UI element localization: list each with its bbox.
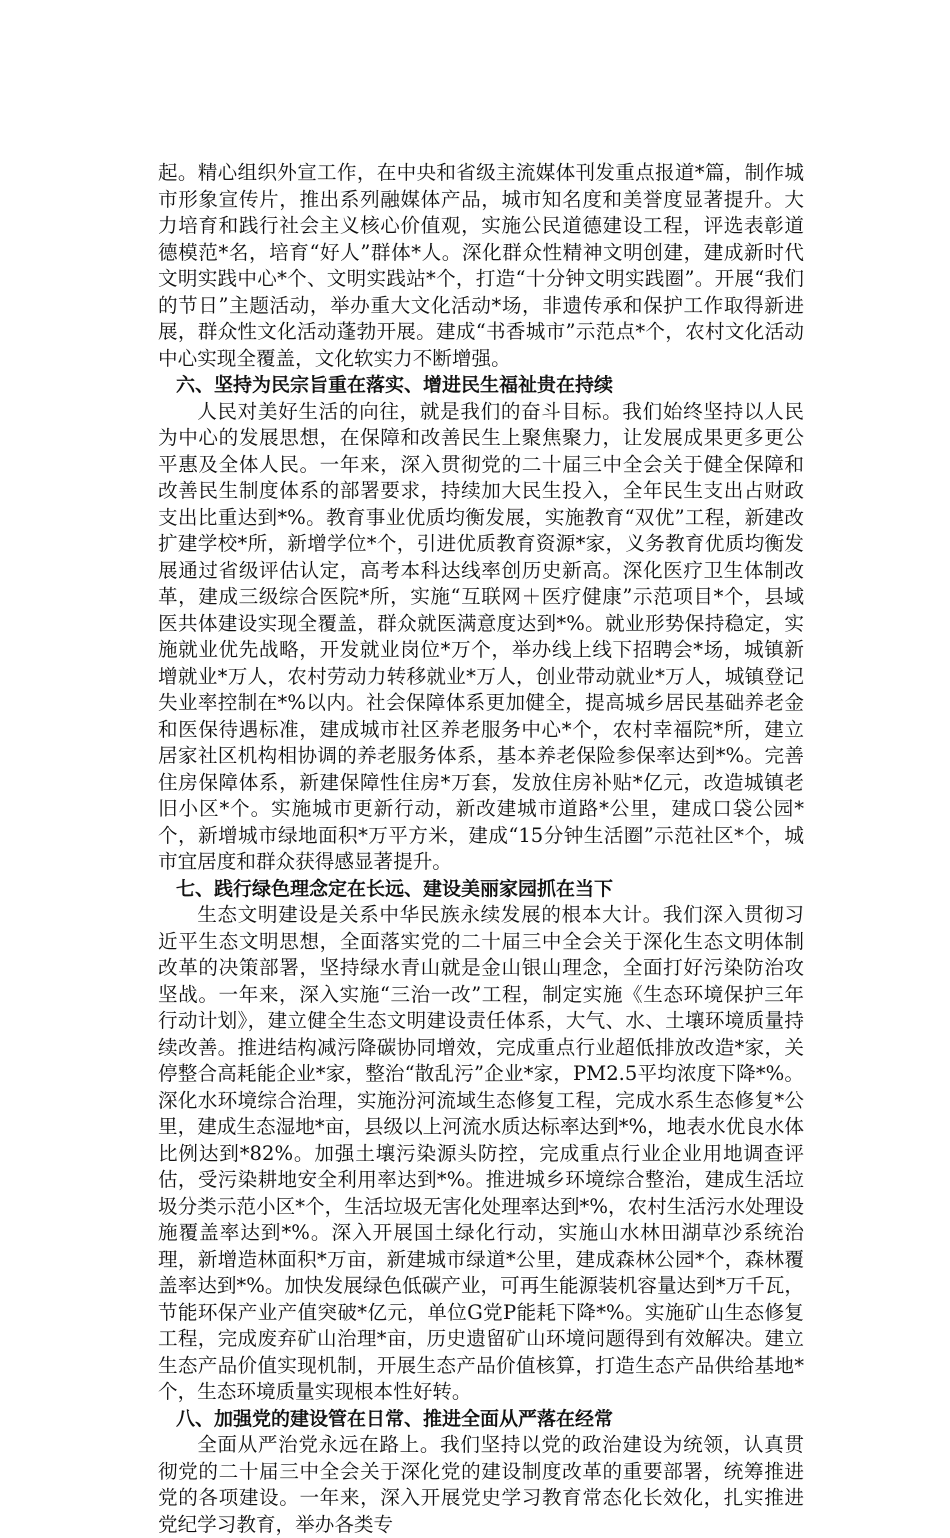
paragraph-livelihood: 人民对美好生活的向往，就是我们的奋斗目标。我们始终坚持以人民为中心的发展思想，在保障和改善民生上聚焦聚力，让发展成果更多更公平惠及全体人民。一年来，深入贯彻党的二十届三中全会关于健全保障和改善民生制度体系的部署要求，持续加大民生投入，全年民生支出占财政支出比重达到*%。教育事业优质均衡发展，实施教育“双优”工程，新建改扩建学校*所，新增学位*个，引进优质教育资源*家，义务教育优质均衡发展通过省级评估认定，高考本科达线率创历史新高。深化医疗卫生体制改革，建成三级综合医院*所，实施“互联网＋医疗健康”示范项目*个，县域医共体建设实现全覆盖，群众就医满意度达到*%。就业形势保持稳定，实施就业优先战略，开发就业岗位*万个，举办线上线下招聘会*场，城镇新增就业*万人，农村劳动力转移就业*万人，创业带动就业*万人，城镇登记失业率控制在*%以内。社会保障体系更加健全，提高城乡居民基础养老金和医保待遇标准，建成城市社区养老服务中心*个，农村幸福院*所，建立居家社区机构相协调的养老服务体系，基本养老保险参保率达到*%。完善住房保障体系，新建保障性住房*万套，发放住房补贴*亿元，改造城镇老旧小区*个。实施城市更新行动，新改建城市道路*公里，建成口袋公园*个，新增城市绿地面积*万平方米，建成“15分钟生活圈”示范社区*个，城市宜居度和群众获得感显著提升。 <box>158 399 804 873</box>
section-heading-6: 六、坚持为民宗旨重在落实、增进民生福祉贵在持续 <box>176 374 614 396</box>
paragraph-culture-continued: 起。精心组织外宣工作，在中央和省级主流媒体刊发重点报道*篇，制作城市形象宣传片，推出系列融媒体产品，城市知名度和美誉度显著提升。大力培育和践行社会主义核心价值观，实施公民道德建设工程，评选表彰道德模范*名，培育“好人”群体*人。深化群众性精神文明创建，建成新时代文明实践中心*个、文明实践站*个，打造“十分钟文明实践圈”。开展“我们的节日”主题活动，举办重大文化活动*场，非遗传承和保护工作取得新进展，群众性文化活动蓬勃开展。建成“书香城市”示范点*个，农村文化活动中心实现全覆盖，文化软实力不断增强。 <box>158 161 804 370</box>
document-body <box>158 160 804 1538</box>
paragraph-party-building: 全面从严治党永远在路上。我们坚持以党的政治建设为统领，认真贯彻党的二十届三中全会关于深化党的建设制度改革的重要部署，统筹推进党的各项建设。一年来，深入开展党史学习教育常态化长效化，扎实推进党纪学习教育，举办各类专 <box>158 1433 804 1536</box>
section-heading-8: 八、加强党的建设管在日常、推进全面从严落在经常 <box>176 1407 614 1430</box>
paragraph-ecology: 生态文明建设是关系中华民族永续发展的根本大计。我们深入贯彻习近平生态文明思想，全面落实党的二十届三中全会关于深化生态文明体制改革的决策部署，坚持绿水青山就是金山银山理念，全面打好污染防治攻坚战。一年来，深入实施“三治一改”工程，制定实施《生态环境保护三年行动计划》，建立健全生态文明建设责任体系，大气、水、土壤环境质量持续改善。推进结构减污降碳协同增效，完成重点行业超低排放改造*家，关停整合高耗能企业*家，整治“散乱污”企业*家，PM2.5平均浓度下降*%。深化水环境综合治理，实施汾河流域生态修复工程，完成水系生态修复*公里，建成生态湿地*亩，县级以上河流水质达标率达到*%，地表水优良水体比例达到*82%。加强土壤污染源头防控，完成重点行业企业用地调查评估，受污染耕地安全利用率达到*%。推进城乡环境综合整治，建成生活垃圾分类示范小区*个，生活垃圾无害化处理率达到*%，农村生活污水处理设施覆盖率达到*%。深入开展国土绿化行动，实施山水林田湖草沙系统治理，新增造林面积*万亩，新建城市绿道*公里，建成森林公园*个，森林覆盖率达到*%。加快发展绿色低碳产业，可再生能源装机容量达到*万千瓦，节能环保产业产值突破*亿元，单位G党P能耗下降*%。实施矿山生态修复工程，完成废弃矿山治理*亩，历史遗留矿山环境问题得到有效解决。建立生态产品价值实现机制，开展生态产品价值核算，打造生态产品供给基地*个，生态环境质量实现根本性好转。 <box>158 903 804 1403</box>
section-heading-7: 七、践行绿色理念定在长远、建设美丽家园抓在当下 <box>176 877 614 900</box>
